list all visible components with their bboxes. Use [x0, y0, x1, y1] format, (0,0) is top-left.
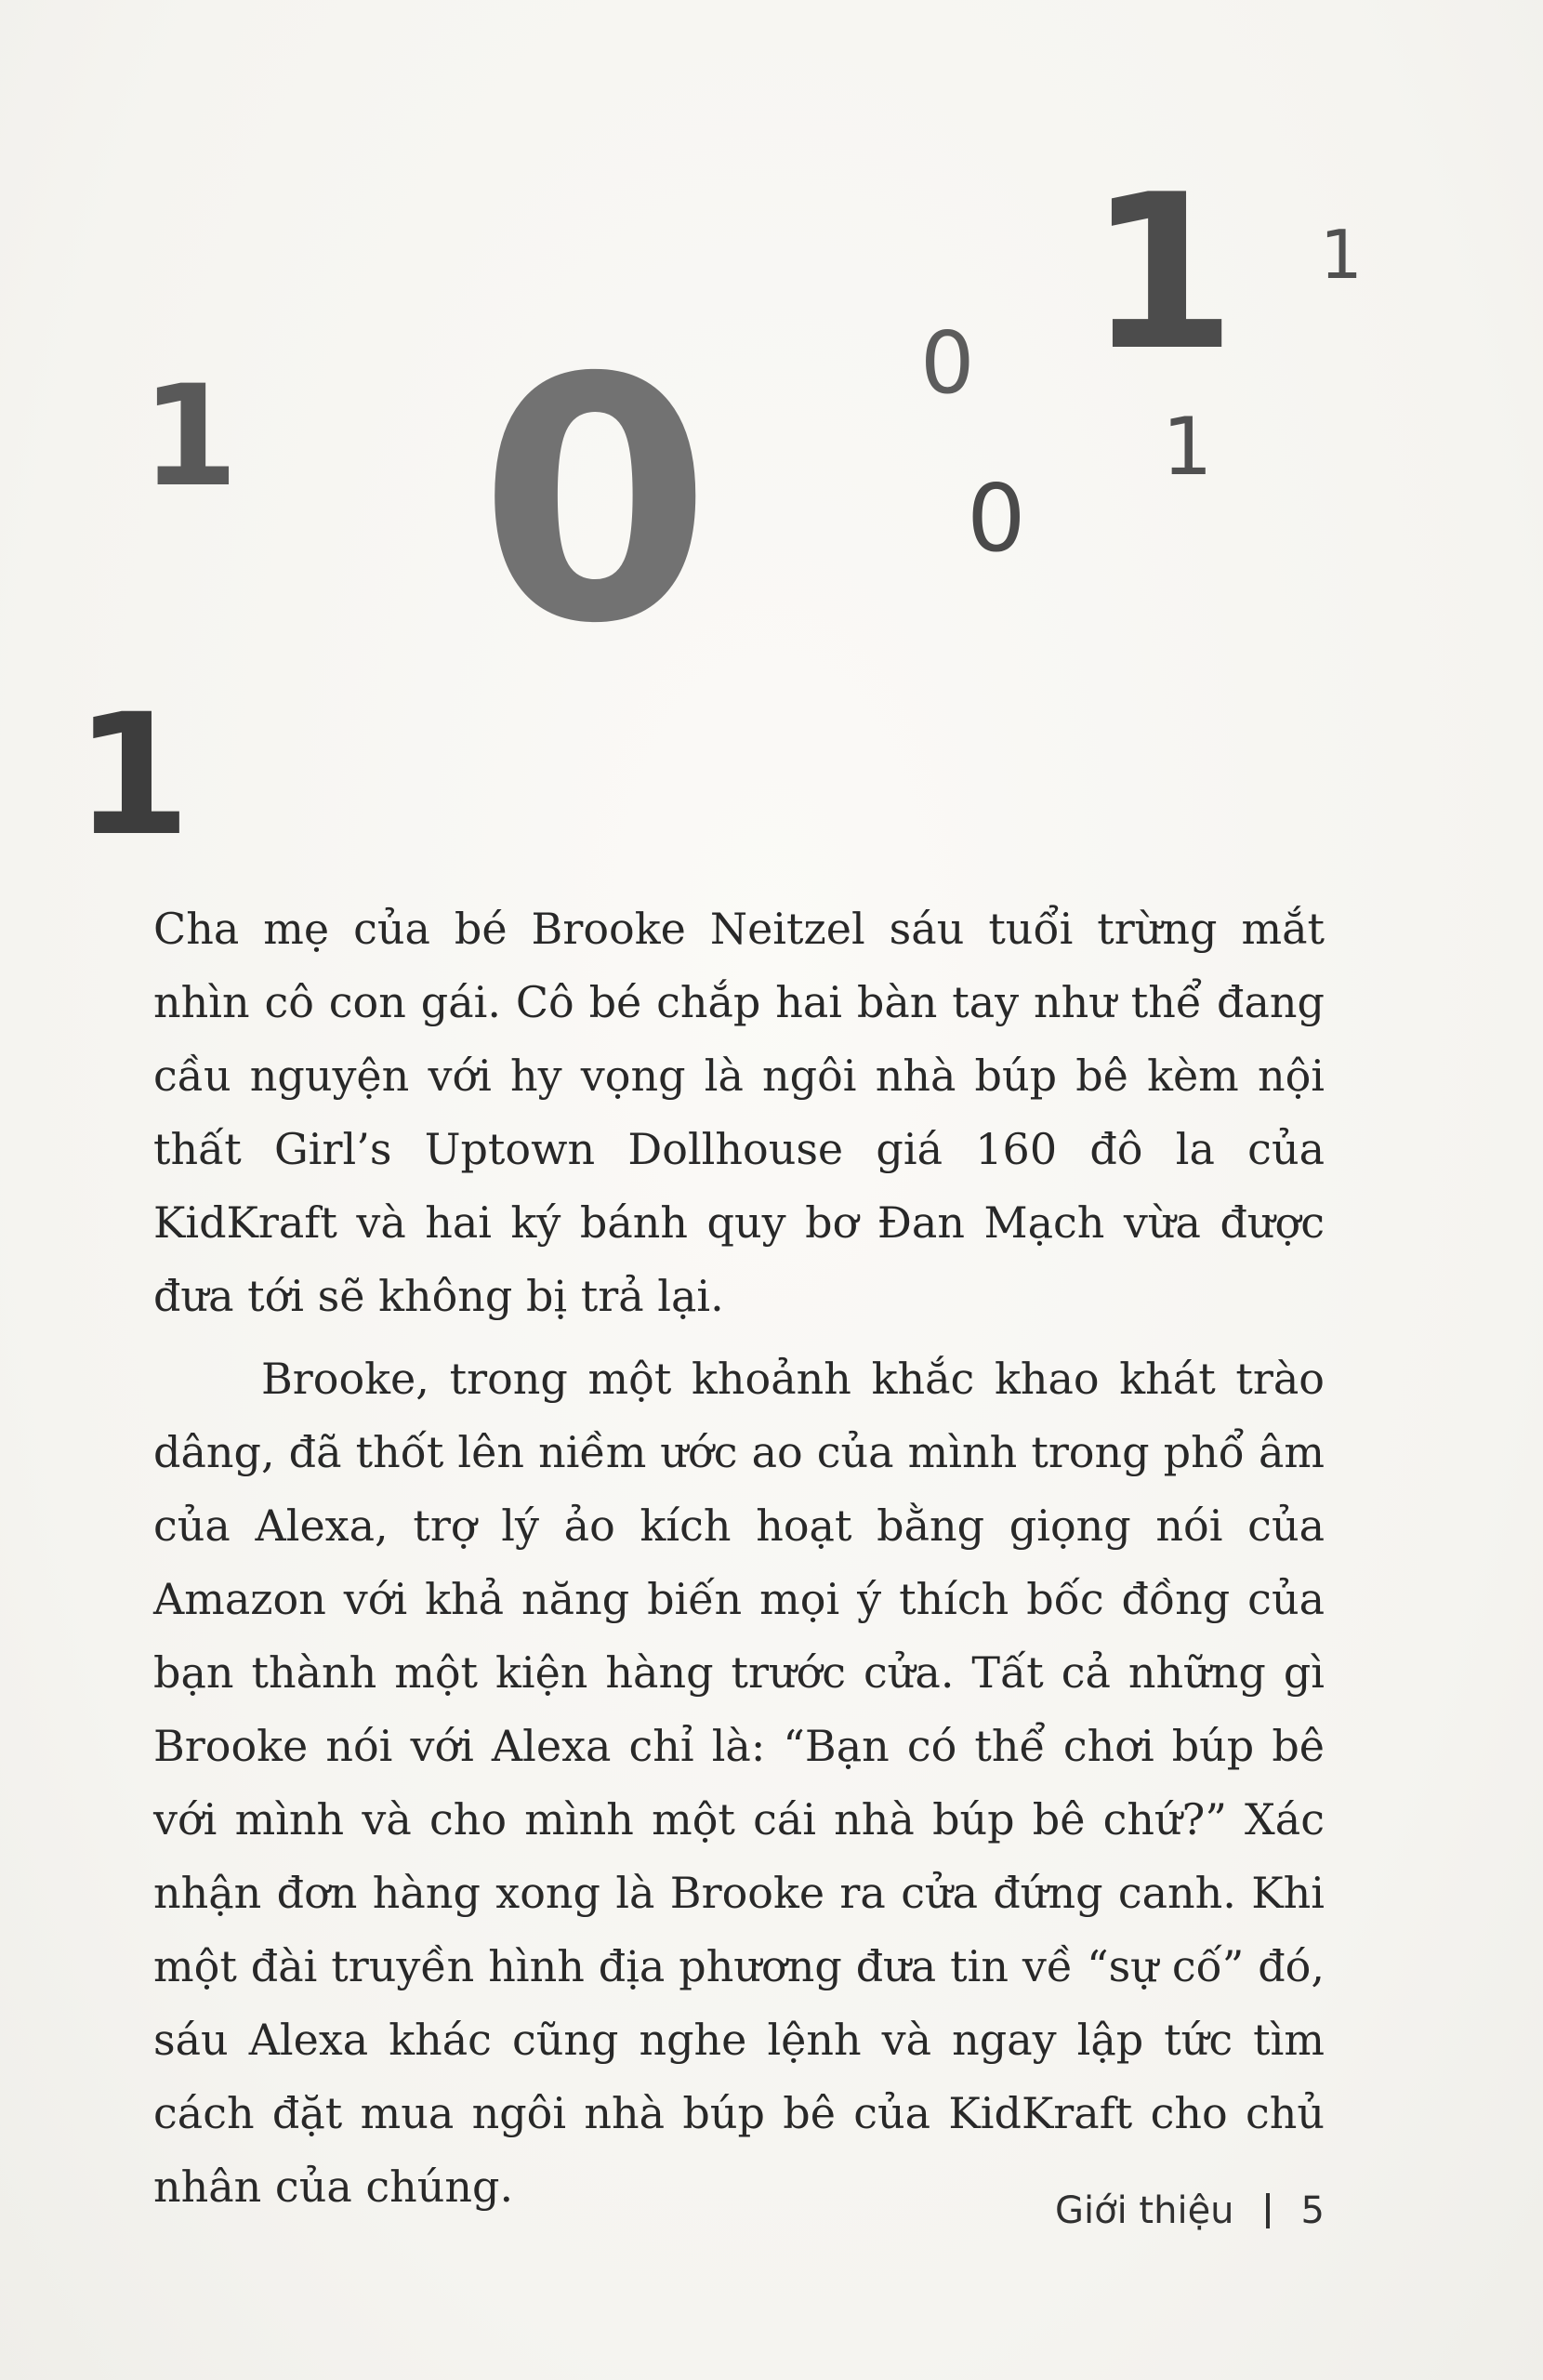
running-header-section: Giới thiệu: [1055, 2189, 1234, 2232]
decorative-digit: 0: [479, 307, 712, 696]
body-text: [153, 892, 1325, 2224]
decorative-digit: 1: [1088, 150, 1237, 398]
page-number: 5: [1300, 2189, 1325, 2232]
page-footer: [1055, 2189, 1325, 2232]
decorative-digit: 0: [920, 313, 975, 413]
decorative-digit: 0: [967, 464, 1026, 573]
paragraph: Brooke, trong một khoảnh khắc khao khát trào dâng, đã thốt lên niềm ước ao của mình trong phổ âm của Alexa, trợ lý ảo kích hoạt bằng giọng nói của Amazon với khả năng biến mọi ý thích bốc đồng của bạn thành một kiện hàng trước cửa. Tất cả những gì Brooke nói với Alexa chỉ là: “Bạn có thể chơi búp bê với mình và cho mình một cái nhà búp bê chứ?” Xác nhận đơn hàng xong là Brooke ra cửa đứng canh. Khi một đài truyền hình địa phương đưa tin về “sự cố” đó, sáu Alexa khác cũng nghe lệnh và ngay lập tức tìm cách đặt mua ngôi nhà búp bê của KidKraft cho chủ nhân của chúng.: [153, 1354, 1325, 2212]
decorative-digit: 1: [1162, 401, 1213, 494]
decorative-digit: 1: [141, 356, 239, 518]
decorative-digit: 1: [74, 679, 191, 873]
footer-separator: [1266, 2193, 1270, 2228]
paragraph: Cha mẹ của bé Brooke Neitzel sáu tuổi trừng mắt nhìn cô con gái. Cô bé chắp hai bàn tay như thể đang cầu nguyện với hy vọng là ngôi nhà búp bê kèm nội thất Girl’s Uptown Dollhouse giá 160 đô la của KidKraft và hai ký bánh quy bơ Đan Mạch vừa được đưa tới sẽ không bị trả lại.: [153, 904, 1325, 1321]
decorative-digit: 1: [1320, 216, 1363, 294]
